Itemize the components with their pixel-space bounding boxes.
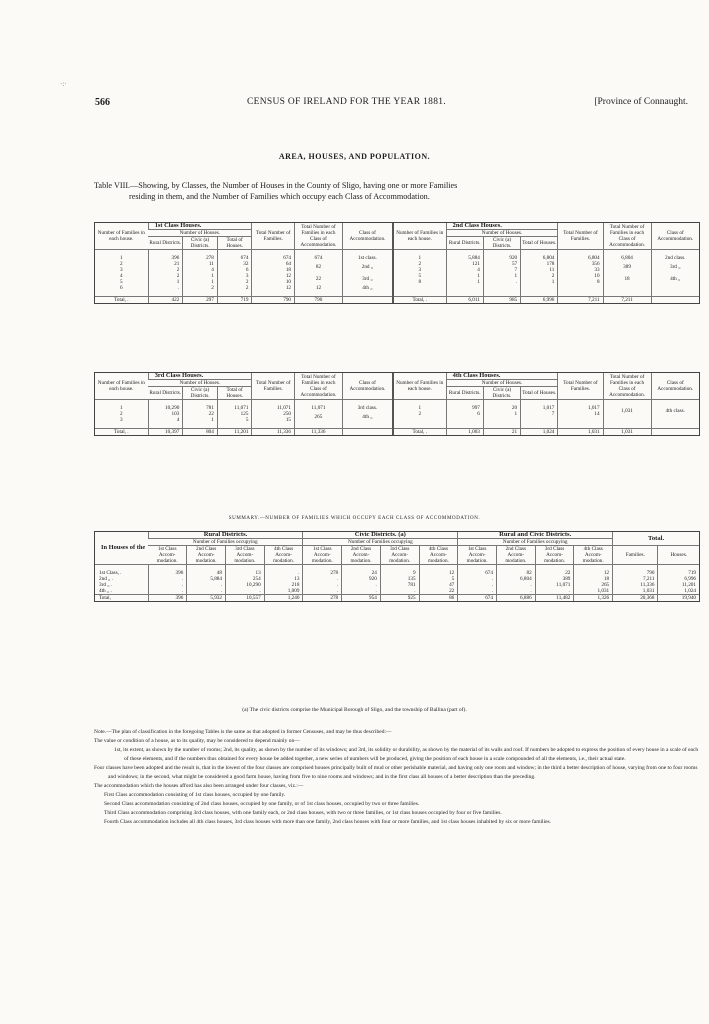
- class-total-cell: 12: [295, 285, 343, 291]
- families-count-cell: 8: [393, 279, 446, 285]
- class-label-cell: 3rd class.: [342, 405, 393, 411]
- summary-value: 1,240: [264, 595, 303, 602]
- summary-col-header: 1st Class Accom- modation.: [148, 546, 187, 565]
- total-families-header: Total Number of Families.: [252, 373, 295, 400]
- value-cell: 121: [446, 261, 483, 267]
- value-cell: 57: [483, 261, 520, 267]
- value-cell: 8: [558, 279, 603, 285]
- summary-value: 10,290: [225, 582, 264, 588]
- summary-value: 24: [342, 570, 381, 576]
- summary-value: 674: [458, 570, 497, 576]
- class-total-sum: 7,211: [603, 297, 651, 304]
- summary-row-name: 2nd „ .: [99, 576, 113, 582]
- house-class-title: 2nd Class Houses.: [446, 223, 558, 230]
- rural-header: Rural Districts.: [446, 237, 483, 250]
- section-title: AREA, HOUSES, AND POPULATION.: [278, 152, 431, 161]
- summary-row-name: 4th „ .: [99, 588, 112, 594]
- summary-value: 10,557: [225, 595, 264, 602]
- summary-houses-header: Houses.: [658, 546, 699, 565]
- value-cell: .: [483, 279, 520, 285]
- note-paragraph: 1st, its extent, as shown by the number of rooms; 2nd, its quality, as shown by the number of its windows; and 3rd, its solidity or durability, as shown by the material of its walls and roof. If numbers be adopted to express the position of every house in a scale of each of these elements, and if the numbers thus obtained for every house be added together, a new series of numbers will be produced, giving the position of each house in a scale compounded of all the elements, i.e., their actual state.: [114, 747, 699, 762]
- note-paragraph: Third Class accommodation comprising 3rd class houses, with one family each, or 2nd class houses, with two or three families, or 1st class houses occupied by four or five families.: [104, 810, 502, 816]
- value-cell: 3: [217, 273, 252, 279]
- value-cell: 997: [446, 405, 483, 411]
- summary-value: 1,031: [613, 588, 658, 595]
- total-houses-header: Total of Houses.: [521, 237, 558, 250]
- value-cell: 5: [217, 417, 252, 423]
- summary-row-name: 1st Class, .: [99, 570, 122, 576]
- value-cell: 10,290: [148, 405, 183, 411]
- summary-value: 790: [613, 570, 658, 576]
- summary-value: 719: [658, 570, 699, 576]
- summary-value: .: [148, 582, 187, 588]
- families-count-cell: 3: [120, 417, 123, 423]
- summary-value: 265: [574, 582, 613, 588]
- summary-value: 47: [419, 582, 458, 588]
- house-class-title: 1st Class Houses.: [148, 223, 252, 230]
- summary-col-header: 3rd Class Accom- modation.: [380, 546, 419, 565]
- summary-total-header: Total.: [613, 532, 699, 546]
- value-cell: 64: [252, 261, 295, 267]
- total-value: 10,397: [148, 429, 183, 436]
- value-cell: 6,804: [558, 255, 603, 261]
- value-cell: 396: [148, 255, 183, 261]
- summary-value: 278: [303, 595, 342, 602]
- num-houses-header: Number of Houses.: [148, 380, 252, 387]
- note-paragraph: The accommodation which the houses afford has also been arranged under four classes, viz.:—: [94, 783, 304, 789]
- class-label-cell: 4th „: [651, 273, 699, 285]
- num-families-header: Number of Families in each house.: [95, 223, 148, 250]
- margin-mark: ·:·: [60, 80, 67, 88]
- civic-header: Civic (a) Districts.: [483, 387, 520, 400]
- summary-value: 22: [535, 570, 574, 576]
- summary-row-name: Total,: [95, 595, 148, 602]
- summary-col-header: 1st Class Accom- modation.: [458, 546, 497, 565]
- value-cell: 250: [252, 411, 295, 417]
- value-cell: 1: [183, 273, 218, 279]
- class-accommodation-header: Class of Accommodation.: [342, 373, 393, 400]
- value-cell: 11,071: [217, 405, 252, 411]
- summary-value: 48: [187, 570, 226, 576]
- value-cell: 7: [483, 267, 520, 273]
- class-label-cell: 3rd „: [651, 261, 699, 273]
- summary-value: .: [496, 582, 535, 588]
- summary-value: .: [342, 588, 381, 595]
- families-count-cell: 2: [393, 261, 446, 267]
- class-accommodation-header: Class of Accommodation.: [651, 373, 699, 400]
- summary-value: 1,009: [264, 588, 303, 595]
- families-count-cell: 1: [393, 255, 446, 261]
- value-cell: 2: [183, 285, 218, 291]
- class-label-cell: 1st class.: [342, 255, 393, 261]
- summary-value: .: [303, 582, 342, 588]
- total-value: 11,201: [217, 429, 252, 436]
- class-total-cell: 18: [603, 273, 651, 285]
- value-cell: 278: [183, 255, 218, 261]
- total-label: Total, .: [95, 297, 148, 304]
- num-families-header: Number of Families in each house.: [95, 373, 148, 400]
- total-value: 6,011: [446, 297, 483, 304]
- total-value: 719: [217, 297, 252, 304]
- total-families-header: Total Number of Families.: [252, 223, 295, 250]
- class-total-cell: 389: [603, 261, 651, 273]
- summary-value: 954: [342, 595, 381, 602]
- province-label: [Province of Connaught.: [594, 97, 688, 107]
- families-count-cell: 4: [120, 273, 123, 279]
- summary-col-header: 3rd Class Accom- modation.: [535, 546, 574, 565]
- families-count-cell: 3: [120, 267, 123, 273]
- summary-value: 389: [535, 576, 574, 582]
- summary-value: 5,884: [187, 576, 226, 582]
- summary-value: 11,482: [535, 595, 574, 602]
- total-value: 790: [252, 297, 295, 304]
- summary-value: 396: [148, 595, 187, 602]
- value-cell: 125: [217, 411, 252, 417]
- value-cell: 1: [183, 279, 218, 285]
- class-label-cell: 4th class.: [651, 405, 699, 417]
- total-value: 7,211: [558, 297, 603, 304]
- civic-header: Civic (a) Districts.: [483, 237, 520, 250]
- value-cell: 20: [483, 405, 520, 411]
- value-cell: 1: [446, 273, 483, 279]
- total-value: 422: [148, 297, 183, 304]
- summary-table: [95, 532, 699, 601]
- num-houses-header: Number of Houses.: [446, 380, 558, 387]
- value-cell: 356: [558, 261, 603, 267]
- total-row: [95, 297, 699, 304]
- total-class-families-header: Total Number of Families in each Class of Accommodation.: [295, 223, 343, 250]
- value-cell: 1: [148, 279, 183, 285]
- summary-value: .: [458, 576, 497, 582]
- families-count-cell: 3: [393, 267, 446, 273]
- total-class-families-header: Total Number of Families in each Class of Accommodation.: [295, 373, 343, 400]
- note-paragraph: Fourth Class accommodation includes all 4th class houses, 3rd class houses with more than one family, 2nd class houses with four or more families, and 1st class houses inhabited by six or more families.: [104, 819, 552, 825]
- value-cell: 1,017: [558, 405, 603, 411]
- summary-value: .: [303, 588, 342, 595]
- total-value: 804: [183, 429, 218, 436]
- summary-value: .: [264, 570, 303, 576]
- families-count-cell: 6: [120, 285, 123, 291]
- table-title-line1: Table VIII.—Showing, by Classes, the Number of Houses in the County of Sligo, having one or more Families: [94, 181, 458, 190]
- summary-col-header: 2nd Class Accom- modation.: [342, 546, 381, 565]
- note-paragraph: Note.—The plan of classification in the foregoing Tables is the same as that adopted in former Censuses, and may be thus described:—: [94, 729, 392, 735]
- total-houses-header: Total of Houses.: [217, 237, 252, 250]
- value-cell: 2: [521, 273, 558, 279]
- value-cell: 6: [446, 411, 483, 417]
- table-title-line2: residing in them, and the Number of Families which occupy each Class of Accommodation.: [129, 192, 430, 201]
- value-cell: 12: [252, 285, 295, 291]
- families-count-cell: 1: [120, 255, 123, 261]
- value-cell: 6,804: [521, 255, 558, 261]
- summary-table-box: [94, 531, 700, 602]
- table-title: [94, 180, 694, 202]
- summary-value: 7,211: [613, 576, 658, 582]
- class-label-cell: 2nd class.: [651, 255, 699, 261]
- note-paragraph: First Class accommodation consisting of 1st class houses, occupied by one family.: [104, 792, 286, 798]
- class-total-sum: 1,031: [603, 429, 651, 436]
- summary-value: 11,336: [613, 582, 658, 588]
- summary-col-header: 2nd Class Accom- modation.: [496, 546, 535, 565]
- total-value: 21: [483, 429, 520, 436]
- summary-group-header: Rural and Civic Districts.: [458, 532, 613, 539]
- value-cell: 2: [148, 267, 183, 273]
- value-cell: 1: [446, 279, 483, 285]
- class-total-cell: 265: [295, 411, 343, 423]
- summary-group-sub: Number of Families occupying: [148, 539, 303, 546]
- summary-row-label: In Houses of the: [95, 532, 148, 565]
- value-cell: 1: [483, 411, 520, 417]
- summary-group-sub: Number of Families occupying: [303, 539, 458, 546]
- value-cell: 4: [148, 417, 183, 423]
- summary-value: 11,071: [535, 582, 574, 588]
- summary-col-header: 4th Class Accom- modation.: [264, 546, 303, 565]
- value-cell: 2: [217, 279, 252, 285]
- value-cell: 15: [252, 417, 295, 423]
- value-cell: 14: [558, 411, 603, 417]
- summary-total-row: [95, 595, 699, 602]
- total-houses-header: Total of Houses.: [217, 387, 252, 400]
- value-cell: 10: [252, 279, 295, 285]
- civic-header: Civic (a) Districts.: [183, 237, 218, 250]
- class-total-cell: 22: [295, 273, 343, 285]
- houses-table: [95, 373, 699, 435]
- summary-col-header: 4th Class Accom- modation.: [574, 546, 613, 565]
- value-cell: 1: [483, 273, 520, 279]
- value-cell: 18: [252, 267, 295, 273]
- num-houses-header: Number of Houses.: [446, 230, 558, 237]
- summary-value: 674: [458, 595, 497, 602]
- value-cell: 10: [558, 273, 603, 279]
- value-cell: 103: [148, 411, 183, 417]
- rural-header: Rural Districts.: [148, 237, 183, 250]
- summary-col-header: 1st Class Accom- modation.: [303, 546, 342, 565]
- total-houses-header: Total of Houses.: [521, 387, 558, 400]
- value-cell: 22: [183, 411, 218, 417]
- summary-value: .: [187, 582, 226, 588]
- families-count-cell: 1: [120, 405, 123, 411]
- total-value: 6,996: [521, 297, 558, 304]
- note-paragraph: Four classes have been adopted and the result is, that in the lowest of the four classes are comprised houses principally built of mud or other perishable material, and having only one room and window; in the third a better description of house, varying from one to four rooms and windows; in the second, what might be considered a good farm house, having from five to nine rooms and windows; and in the first class all houses of a better description than the preceding.: [94, 765, 698, 780]
- summary-value: 5: [419, 576, 458, 582]
- summary-value: .: [458, 582, 497, 588]
- total-value: 985: [483, 297, 520, 304]
- families-count-cell: 5: [393, 273, 446, 279]
- num-families-header: Number of Families in each house.: [393, 223, 446, 250]
- value-cell: 4: [183, 267, 218, 273]
- class-accommodation-header: Class of Accommodation.: [651, 223, 699, 250]
- houses-table: [95, 223, 699, 303]
- families-count-cell: 5: [120, 279, 123, 285]
- summary-value: 781: [380, 582, 419, 588]
- value-cell: 674: [217, 255, 252, 261]
- summary-value: 278: [303, 570, 342, 576]
- summary-value: 925: [380, 595, 419, 602]
- value-cell: 781: [183, 405, 218, 411]
- summary-value: 20,368: [613, 595, 658, 602]
- value-cell: 32: [217, 261, 252, 267]
- value-cell: 4: [446, 267, 483, 273]
- total-value: 1,003: [446, 429, 483, 436]
- value-cell: 5,884: [446, 255, 483, 261]
- value-cell: 11: [521, 267, 558, 273]
- summary-value: .: [303, 576, 342, 582]
- note-paragraph: The value or condition of a house, as to its quality, may be considered to depend mainly on—: [94, 738, 300, 744]
- class-total-cell: 674: [295, 255, 343, 261]
- summary-value: 19,940: [658, 595, 699, 602]
- value-cell: .: [148, 285, 183, 291]
- class-accommodation-header: Class of Accommodation.: [342, 223, 393, 250]
- houses-block-3rd-4th: [94, 372, 700, 436]
- value-cell: 33: [558, 267, 603, 273]
- value-cell: 178: [521, 261, 558, 267]
- total-class-families-header: Total Number of Families in each Class of Accommodation.: [603, 373, 651, 400]
- class-label-cell: 4th „: [342, 285, 393, 291]
- house-class-title: 4th Class Houses.: [446, 373, 558, 380]
- summary-value: 22: [419, 588, 458, 595]
- class-total-sum: 11,336: [295, 429, 343, 436]
- summary-families-header: Families.: [613, 546, 658, 565]
- summary-value: 1,326: [574, 595, 613, 602]
- summary-value: 13: [225, 570, 264, 576]
- value-cell: 21: [148, 261, 183, 267]
- summary-value: .: [225, 588, 264, 595]
- value-cell: 1: [521, 279, 558, 285]
- note-paragraph: Second Class accommodation consisting of 2nd class houses, occupied by one family, or of 1st class houses, occupied by two or three families.: [104, 801, 420, 807]
- value-cell: 920: [483, 255, 520, 261]
- notes-section: [94, 728, 704, 827]
- total-families-header: Total Number of Families.: [558, 373, 603, 400]
- page-number: 566: [95, 97, 110, 108]
- rural-header: Rural Districts.: [446, 387, 483, 400]
- families-count-cell: 2: [120, 411, 123, 417]
- house-class-title: 3rd Class Houses.: [148, 373, 252, 380]
- summary-value: 18: [574, 576, 613, 582]
- summary-col-header: 4th Class Accom- modation.: [419, 546, 458, 565]
- class-total-cell: 11,071: [295, 405, 343, 411]
- class-label-cell: 3rd „: [342, 273, 393, 285]
- total-row: [95, 429, 699, 436]
- summary-col-header: 3rd Class Accom- modation.: [225, 546, 264, 565]
- value-cell: 1,017: [521, 405, 558, 411]
- value-cell: 11: [183, 261, 218, 267]
- summary-value: 6,886: [496, 595, 535, 602]
- total-families-header: Total Number of Families.: [558, 223, 603, 250]
- total-label: Total, .: [95, 429, 148, 436]
- summary-group-header: Rural Districts.: [148, 532, 303, 539]
- total-label: Total, .: [393, 297, 446, 304]
- summary-value: 12: [419, 570, 458, 576]
- num-houses-header: Number of Houses.: [148, 230, 252, 237]
- value-cell: 11,071: [252, 405, 295, 411]
- summary-value: .: [148, 576, 187, 582]
- num-families-header: Number of Families in each house.: [393, 373, 446, 400]
- summary-value: 6,996: [658, 576, 699, 582]
- summary-value: .: [458, 588, 497, 595]
- total-value: 297: [183, 297, 218, 304]
- page-header: [95, 97, 700, 111]
- total-value: 1,031: [558, 429, 603, 436]
- summary-value: .: [342, 582, 381, 588]
- value-cell: 2: [148, 273, 183, 279]
- summary-value: 6,804: [496, 576, 535, 582]
- summary-value: 86: [419, 595, 458, 602]
- civic-header: Civic (a) Districts.: [183, 387, 218, 400]
- summary-value: .: [535, 588, 574, 595]
- value-cell: 6: [217, 267, 252, 273]
- summary-value: .: [496, 588, 535, 595]
- summary-value: 11,201: [658, 582, 699, 588]
- value-cell: 7: [521, 411, 558, 417]
- class-label-cell: 4th „: [342, 411, 393, 423]
- class-total-cell: 1,031: [603, 405, 651, 417]
- summary-value: 254: [225, 576, 264, 582]
- summary-value: 12: [574, 570, 613, 576]
- summary-value: 396: [148, 570, 187, 576]
- value-cell: 2: [217, 285, 252, 291]
- summary-value: 82: [496, 570, 535, 576]
- summary-group-sub: Number of Families occupying: [458, 539, 613, 546]
- total-value: 1,024: [521, 429, 558, 436]
- total-value: 11,336: [252, 429, 295, 436]
- summary-value: .: [187, 588, 226, 595]
- value-cell: 12: [252, 273, 295, 279]
- summary-row-name: 3rd „ .: [99, 582, 113, 588]
- value-cell: 674: [252, 255, 295, 261]
- families-count-cell: 1: [393, 405, 446, 411]
- summary-value: 218: [264, 582, 303, 588]
- summary-title: SUMMARY.—NUMBER OF FAMILIES WHICH OCCUPY EACH CLASS OF ACCOMMODATION.: [228, 516, 481, 521]
- value-cell: 1: [183, 417, 218, 423]
- summary-col-header: 2nd Class Accom- modation.: [187, 546, 226, 565]
- total-class-families-header: Total Number of Families in each Class of Accommodation.: [603, 223, 651, 250]
- families-count-cell: 2: [120, 261, 123, 267]
- summary-value: .: [148, 588, 187, 595]
- class-total-sum: 790: [295, 297, 343, 304]
- families-count-cell: 2: [393, 411, 446, 417]
- houses-block-1st-2nd: [94, 222, 700, 304]
- summary-value: 9: [380, 570, 419, 576]
- footnote: (a) The civic districts comprise the Municipal Borough of Sligo, and the township of Ballina (part of).: [242, 707, 467, 713]
- total-label: Total, .: [393, 429, 446, 436]
- summary-value: 1,024: [658, 588, 699, 595]
- summary-value: 5,932: [187, 595, 226, 602]
- summary-value: 920: [342, 576, 381, 582]
- summary-value: .: [380, 588, 419, 595]
- running-title: CENSUS OF IRELAND FOR THE YEAR 1881.: [247, 97, 446, 107]
- rural-header: Rural Districts.: [148, 387, 183, 400]
- class-total-cell: 6,804: [603, 255, 651, 261]
- summary-value: 135: [380, 576, 419, 582]
- summary-group-header: Civic Districts. (a): [303, 532, 458, 539]
- summary-value: 13: [264, 576, 303, 582]
- class-label-cell: 2nd „: [342, 261, 393, 273]
- class-total-cell: 82: [295, 261, 343, 273]
- summary-value: 1,031: [574, 588, 613, 595]
